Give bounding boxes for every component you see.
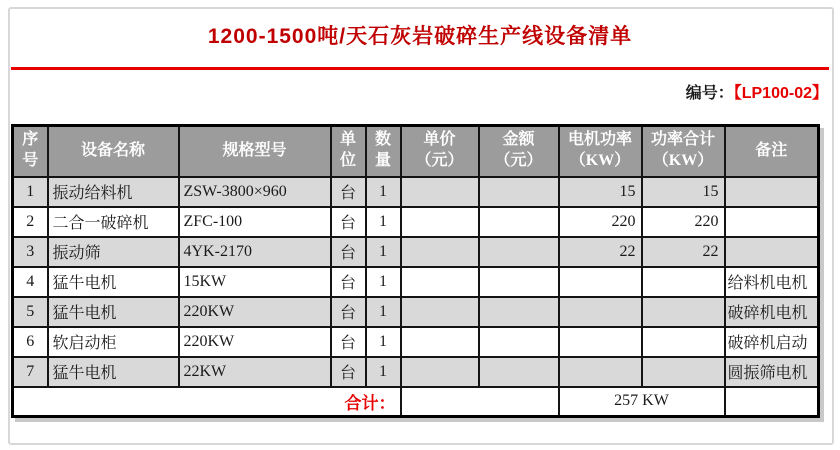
cell-index: 4 [13, 267, 48, 297]
table-row [13, 297, 819, 327]
cell-model: 22KW [179, 357, 331, 387]
total-power-value: 257 KW [559, 387, 725, 417]
cell-power-total: 22 [642, 237, 725, 267]
cell-remark [725, 207, 819, 237]
total-remark-empty [725, 387, 819, 417]
table-row [13, 177, 819, 207]
cell-unit-price [401, 207, 479, 237]
cell-qty: 1 [366, 327, 401, 357]
cell-amount [479, 177, 559, 207]
col-header-remark: 备注 [725, 126, 819, 177]
cell-index: 2 [13, 207, 48, 237]
cell-motor-power [559, 297, 642, 327]
col-header-power-total: 功率合计 （KW） [642, 126, 725, 177]
cell-unit: 台 [331, 207, 366, 237]
cell-motor-power: 220 [559, 207, 642, 237]
col-header-motor-power: 电机功率 （KW） [559, 126, 642, 177]
cell-model: 4YK-2170 [179, 237, 331, 267]
col-header-unit-price: 单价 （元） [401, 126, 479, 177]
doc-number-value: 【LP100-02】 [733, 85, 828, 102]
cell-power-total [642, 357, 725, 387]
cell-model: 220KW [179, 327, 331, 357]
cell-equipment-name: 猛牛电机 [48, 297, 179, 327]
cell-model: 220KW [179, 297, 331, 327]
col-header-unit: 单 位 [331, 126, 366, 177]
cell-model: ZFC-100 [179, 207, 331, 237]
cell-unit: 台 [331, 357, 366, 387]
cell-index: 7 [13, 357, 48, 387]
cell-motor-power: 22 [559, 237, 642, 267]
table-row [13, 237, 819, 267]
cell-power-total: 15 [642, 177, 725, 207]
page-title: 1200-1500吨/天石灰岩破碎生产线设备清单 [207, 25, 633, 48]
total-price-empty [401, 387, 559, 417]
col-header-name: 设备名称 [48, 126, 179, 177]
cell-motor-power [559, 327, 642, 357]
cell-unit-price [401, 237, 479, 267]
cell-unit-price [401, 327, 479, 357]
cell-amount [479, 207, 559, 237]
cell-qty: 1 [366, 237, 401, 267]
cell-model: ZSW-3800×960 [179, 177, 331, 207]
cell-motor-power [559, 267, 642, 297]
cell-remark [725, 237, 819, 267]
cell-power-total [642, 267, 725, 297]
table-row [13, 267, 819, 297]
divider-line [11, 67, 829, 70]
cell-qty: 1 [366, 267, 401, 297]
cell-equipment-name: 二合一破碎机 [48, 207, 179, 237]
cell-unit: 台 [331, 177, 366, 207]
cell-unit-price [401, 177, 479, 207]
doc-number [686, 80, 828, 103]
cell-amount [479, 357, 559, 387]
header-row [13, 126, 819, 177]
cell-equipment-name: 猛牛电机 [48, 267, 179, 297]
doc-number-label: 编号： [685, 85, 734, 102]
cell-index: 6 [13, 327, 48, 357]
col-header-amount: 金额 （元） [479, 126, 559, 177]
cell-index: 5 [13, 297, 48, 327]
cell-index: 1 [13, 177, 48, 207]
cell-remark: 破碎机启动 [725, 327, 819, 357]
cell-amount [479, 327, 559, 357]
cell-qty: 1 [366, 207, 401, 237]
cell-remark: 给料机电机 [725, 267, 819, 297]
equipment-table [11, 124, 820, 418]
cell-index: 3 [13, 237, 48, 267]
cell-amount [479, 297, 559, 327]
col-header-qty: 数 量 [366, 126, 401, 177]
total-label: 合计： [13, 387, 401, 417]
col-header-index: 序 号 [13, 126, 48, 177]
cell-unit: 台 [331, 267, 366, 297]
col-header-model: 规格型号 [179, 126, 331, 177]
cell-unit: 台 [331, 237, 366, 267]
cell-equipment-name: 振动给料机 [48, 177, 179, 207]
cell-power-total: 220 [642, 207, 725, 237]
cell-amount [479, 237, 559, 267]
cell-equipment-name: 振动筛 [48, 237, 179, 267]
cell-amount [479, 267, 559, 297]
cell-remark: 破碎机电机 [725, 297, 819, 327]
cell-unit-price [401, 297, 479, 327]
cell-unit-price [401, 357, 479, 387]
cell-unit: 台 [331, 297, 366, 327]
cell-qty: 1 [366, 297, 401, 327]
cell-remark [725, 177, 819, 207]
cell-equipment-name: 猛牛电机 [48, 357, 179, 387]
table-row [13, 357, 819, 387]
cell-power-total [642, 297, 725, 327]
cell-unit-price [401, 267, 479, 297]
cell-remark: 圆振筛电机 [725, 357, 819, 387]
cell-equipment-name: 软启动柜 [48, 327, 179, 357]
cell-motor-power [559, 357, 642, 387]
total-row [13, 387, 819, 417]
table-row [13, 207, 819, 237]
cell-model: 15KW [179, 267, 331, 297]
cell-power-total [642, 327, 725, 357]
table-row [13, 327, 819, 357]
cell-motor-power: 15 [559, 177, 642, 207]
cell-qty: 1 [366, 357, 401, 387]
cell-qty: 1 [366, 177, 401, 207]
cell-unit: 台 [331, 327, 366, 357]
